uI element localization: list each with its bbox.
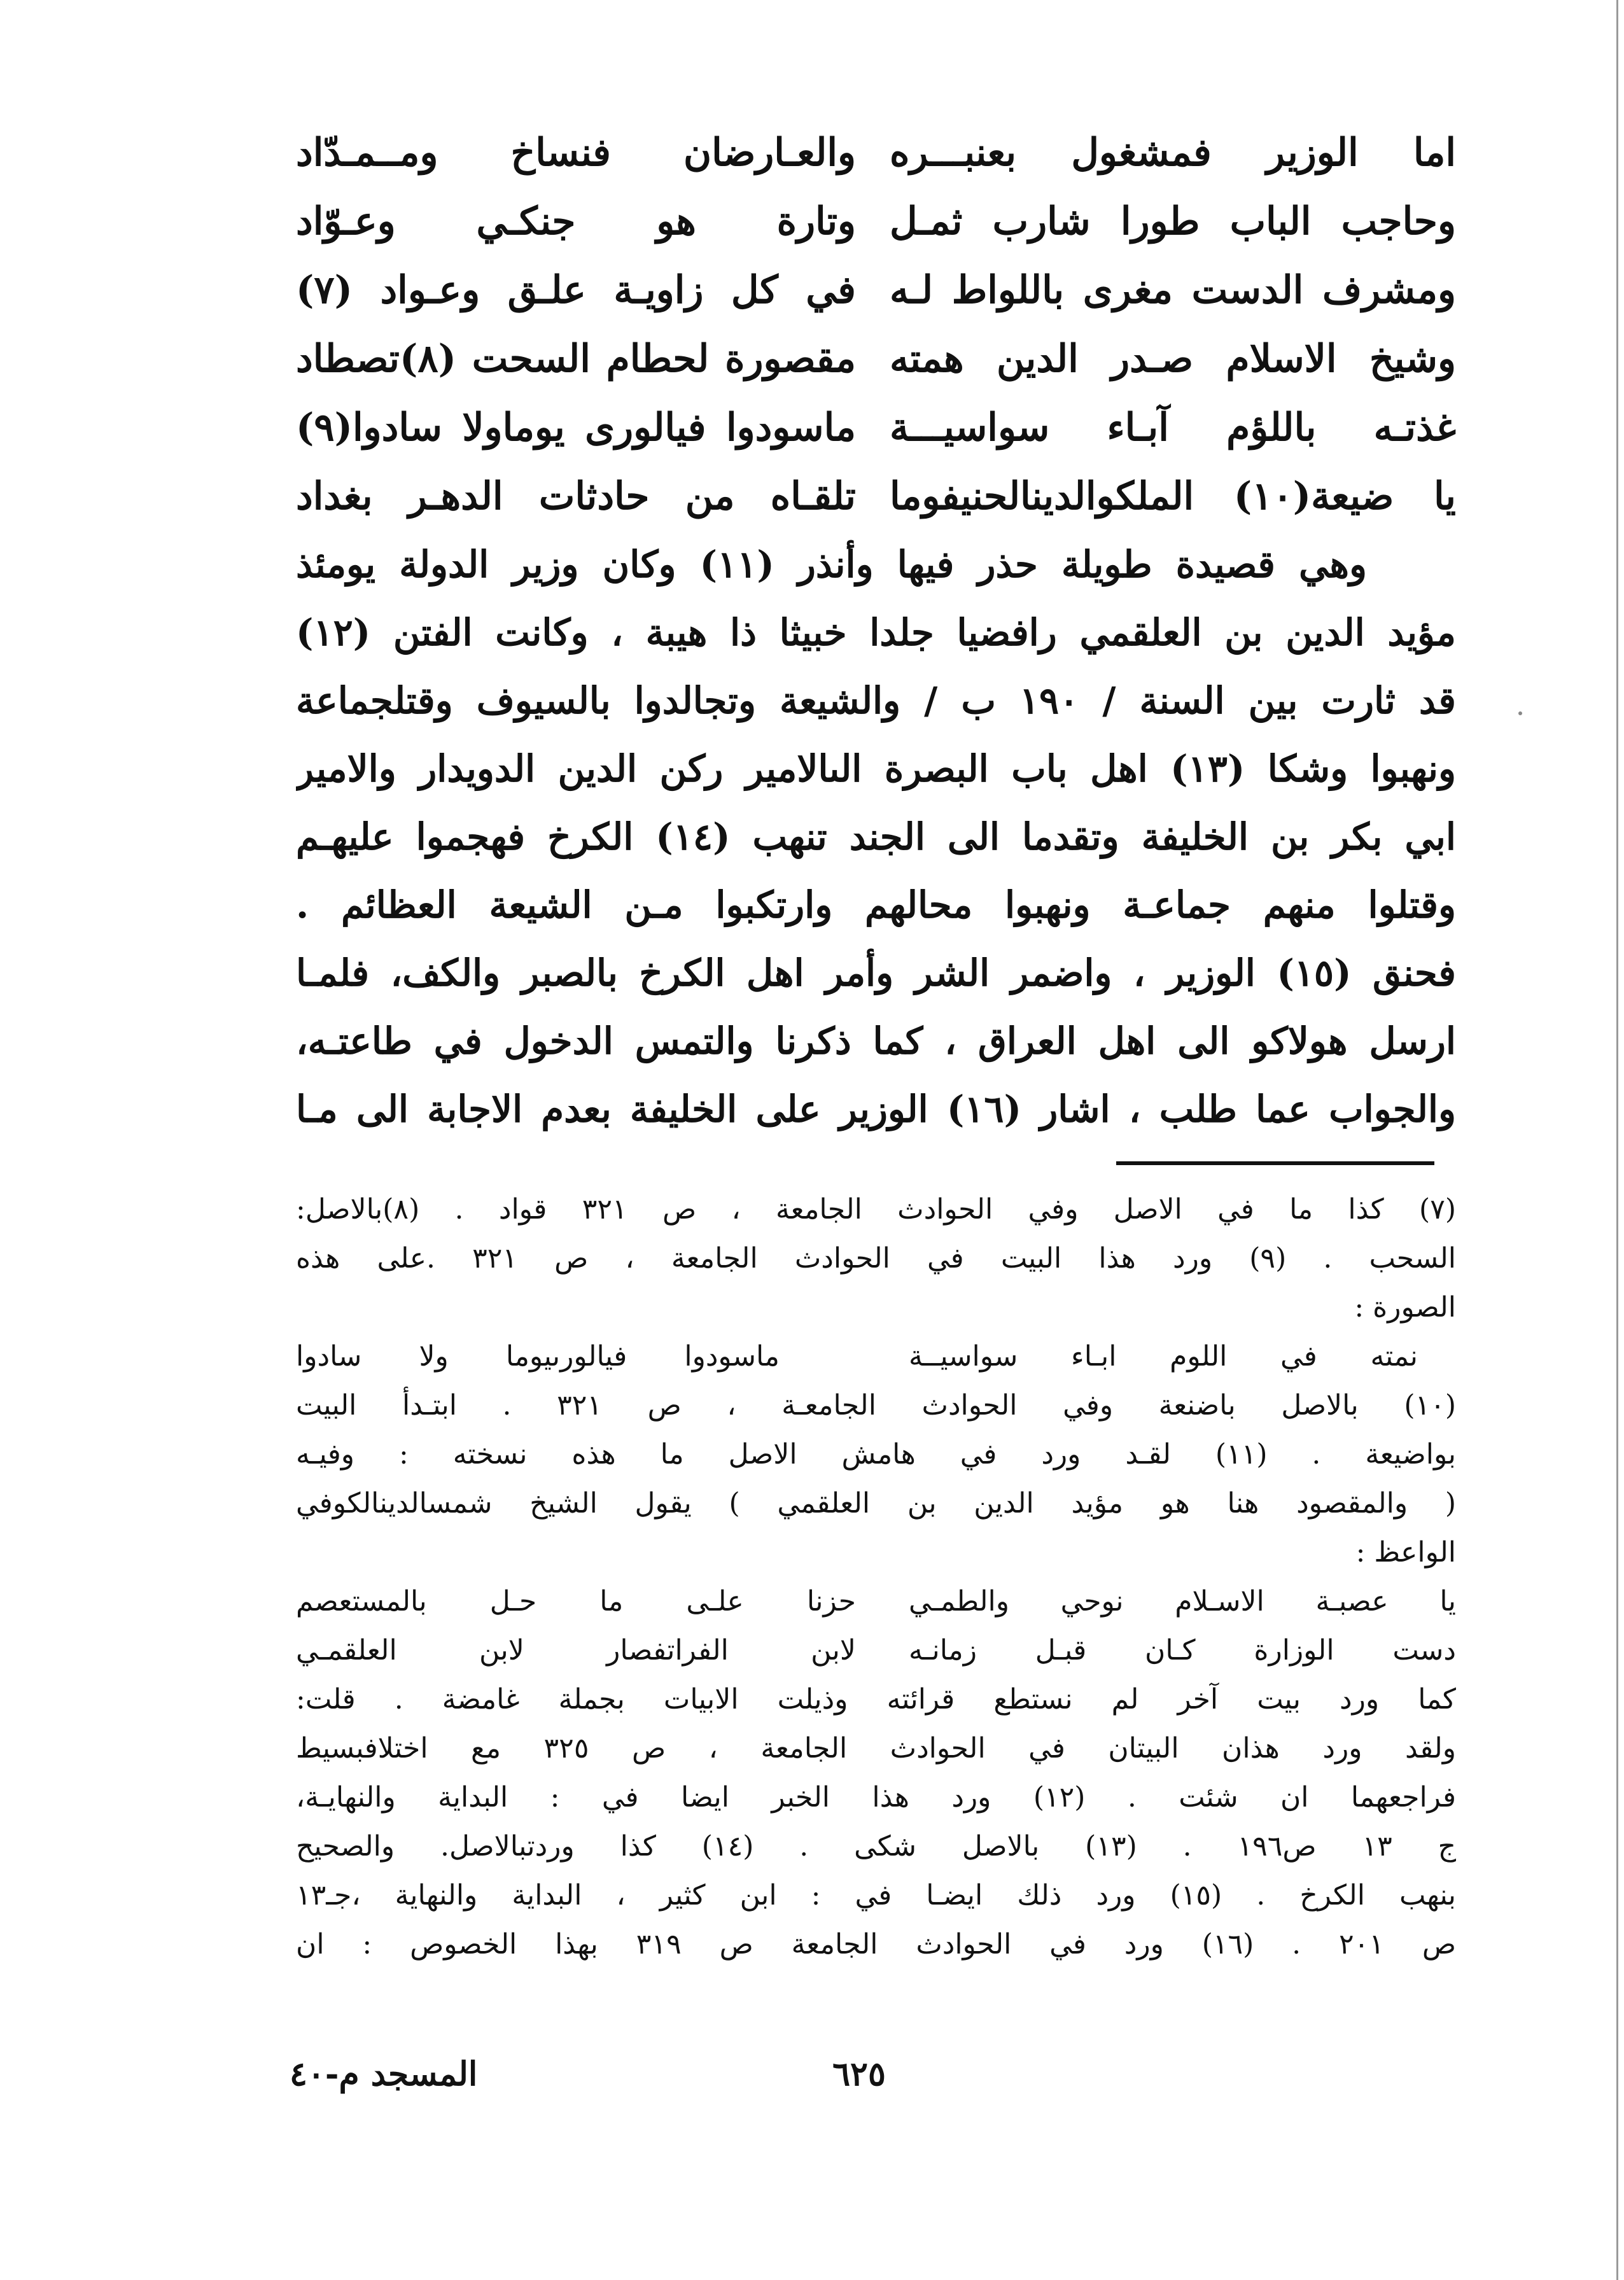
prose-block xyxy=(296,531,1456,1143)
prose-line: قد ثارت بين السنة / ١٩٠ ب / والشيعة وتجالدوا بالسيوف وقتلجماعة xyxy=(296,679,1456,722)
footnote-line: (٧) كذا ما في الاصل وفي الحوادث الجامعة ، ص ٣٢١ قواد . (٨)بالاصل: xyxy=(296,1193,1456,1226)
poem-verse xyxy=(296,118,1456,187)
footnote-line: الصورة : xyxy=(1354,1291,1456,1324)
page-number: ٦٢٥ xyxy=(832,2055,886,2094)
footnote-first-hemistich: نمته في اللوم ابـاء سواسيــة xyxy=(909,1340,1418,1373)
poem-second-hemistich: وتارة هو جنكـي وعـوّاد xyxy=(296,199,856,244)
poem-first-hemistich: اما الوزير فمشغول بعنبـــره xyxy=(890,130,1456,175)
poem-first-hemistich: وشيخ الاسلام صـدر الدين همته xyxy=(890,337,1456,381)
footnote-second-hemistich: حزنا علـى ما حـل بالمستعصم xyxy=(296,1585,856,1618)
page-edge xyxy=(1616,0,1618,2280)
footnote-first-hemistich: يا عصبـة الاسـلام نوحي والطمـي xyxy=(909,1585,1456,1618)
footnote-line: ص ٢٠١ . (١٦) ورد في الحوادث الجامعة ص ٣١٩ بهذا الخصوص : ان xyxy=(296,1928,1456,1961)
journal-signature: المسجد م-٤٠ xyxy=(290,2055,478,2094)
footnote-line: كما ورد بيت آخر لم نستطع قرائته وذيلت الابيات بجملة غامضة . قلت: xyxy=(296,1683,1456,1716)
footnote-first-hemistich: دست الوزارة كـان قبـل زمانـه xyxy=(909,1634,1456,1667)
poem-first-hemistich: وحاجب الباب طورا شارب ثمـل xyxy=(890,199,1456,244)
poem-second-hemistich: والعـارضان فنساخ ومــمـدّاد xyxy=(296,130,856,175)
prose-line: فحنق (١٥) الوزير ، واضمر الشر وأمر اهل الكرخ بالصبر والكف، فلمـا xyxy=(296,951,1456,995)
poem-second-hemistich: مقصورة لحطام السحت (٨)تصطاد xyxy=(296,337,856,381)
prose-line: ابي بكر بن الخليفة وتقدما الى الجند تنهب (١٤) الكرخ فهجموا عليهـم xyxy=(296,815,1456,858)
poem-second-hemistich: في كل زاويـة علـق وعـواد (٧) xyxy=(296,268,856,312)
footnote-line: (١٠) بالاصل باضنعة وفي الحوادث الجامعـة ، ص ٣٢١ . ابتـدأ البيت xyxy=(296,1389,1456,1422)
poem-verse xyxy=(296,325,1456,393)
scan-speck xyxy=(1518,711,1522,715)
poem-verse xyxy=(296,256,1456,325)
poem-second-hemistich: تلقـاه من حادثات الدهـر بغداد xyxy=(296,474,856,519)
prose-line: والجواب عما طلب ، اشار (١٦) الوزير على الخليفة بعدم الاجابة الى مـا xyxy=(296,1088,1456,1131)
footnote-second-hemistich: لابن الفراتفصار لابن العلقمـي xyxy=(296,1634,856,1667)
poem-verse xyxy=(296,462,1456,531)
poem-first-hemistich: ومشرف الدست مغرى باللواط لـه xyxy=(890,268,1456,312)
footnotes-block xyxy=(296,1185,1456,1969)
poem-verse xyxy=(296,187,1456,256)
footnote-second-hemistich: ماسودوا فيالورىيوما ولا سادوا xyxy=(296,1340,780,1373)
footnote-separator xyxy=(1116,1161,1434,1165)
poem-verse xyxy=(296,393,1456,462)
prose-line: ارسل هولاكو الى اهل العراق ، كما ذكرنا والتمس الدخول في طاعتـه، xyxy=(296,1019,1456,1063)
footnote-line: فراجعهما ان شئت . (١٢) ورد هذا الخبر ايضا في : البداية والنهايـة، xyxy=(296,1781,1456,1814)
poem-first-hemistich: غذتـه باللؤم آبـاء سواسيـــة xyxy=(890,405,1456,450)
prose-line: ونهبوا وشكا (١٣) اهل باب البصرة الىالامير ركن الدين الدويدار والامير xyxy=(296,747,1456,790)
footnote-line: ( والمقصود هنا هو مؤيد الدين بن العلقمي ) يقول الشيخ شمسالدينالكوفي xyxy=(296,1487,1456,1520)
footnote-line: بنهب الكرخ . (١٥) ورد ذلك ايضـا في : ابن كثير ، البداية والنهاية ،جـ١٣ xyxy=(296,1879,1456,1912)
poem-block xyxy=(296,118,1456,531)
footnote-line: ولقد ورد هذان البيتان في الحوادث الجامعة ، ص ٣٢٥ مع اختلافبسيط xyxy=(296,1732,1456,1765)
footnote-verse xyxy=(296,1577,1456,1626)
poem-first-hemistich: يا ضيعة(١٠) الملكوالدينالحنيفوما xyxy=(890,474,1456,519)
footnote-line: السحب . (٩) ورد هذا البيت في الحوادث الجامعة ، ص ٣٢١ .على هذه xyxy=(296,1242,1456,1275)
poem-second-hemistich: ماسودوا فيالورى يوماولا سادوا(٩) xyxy=(296,405,856,450)
footnote-line: بواضيعة . (١١) لقـد ورد في هامش الاصل ما هذه نسخته : وفيـه xyxy=(296,1438,1456,1471)
prose-line: وقتلوا منهم جماعـة ونهبوا محالهم وارتكبوا مـن الشيعة العظائم . xyxy=(296,883,1456,927)
prose-line: وهي قصيدة طويلة حذر فيها وأنذر (١١) وكان وزير الدولة يومئذ xyxy=(296,543,1367,586)
prose-line: مؤيد الدين بن العلقمي رافضيا جلدا خبيثا ذا هيبة ، وكانت الفتن (١٢) xyxy=(296,611,1456,654)
footnote-line: الواعظ : xyxy=(1355,1536,1456,1569)
footnote-verse xyxy=(296,1626,1456,1675)
footnote-line: ج ١٣ ص١٩٦ . (١٣) بالاصل شكى . (١٤) كذا وردتبالاصل. والصحيح xyxy=(296,1830,1456,1863)
footnote-verse xyxy=(296,1332,1456,1381)
